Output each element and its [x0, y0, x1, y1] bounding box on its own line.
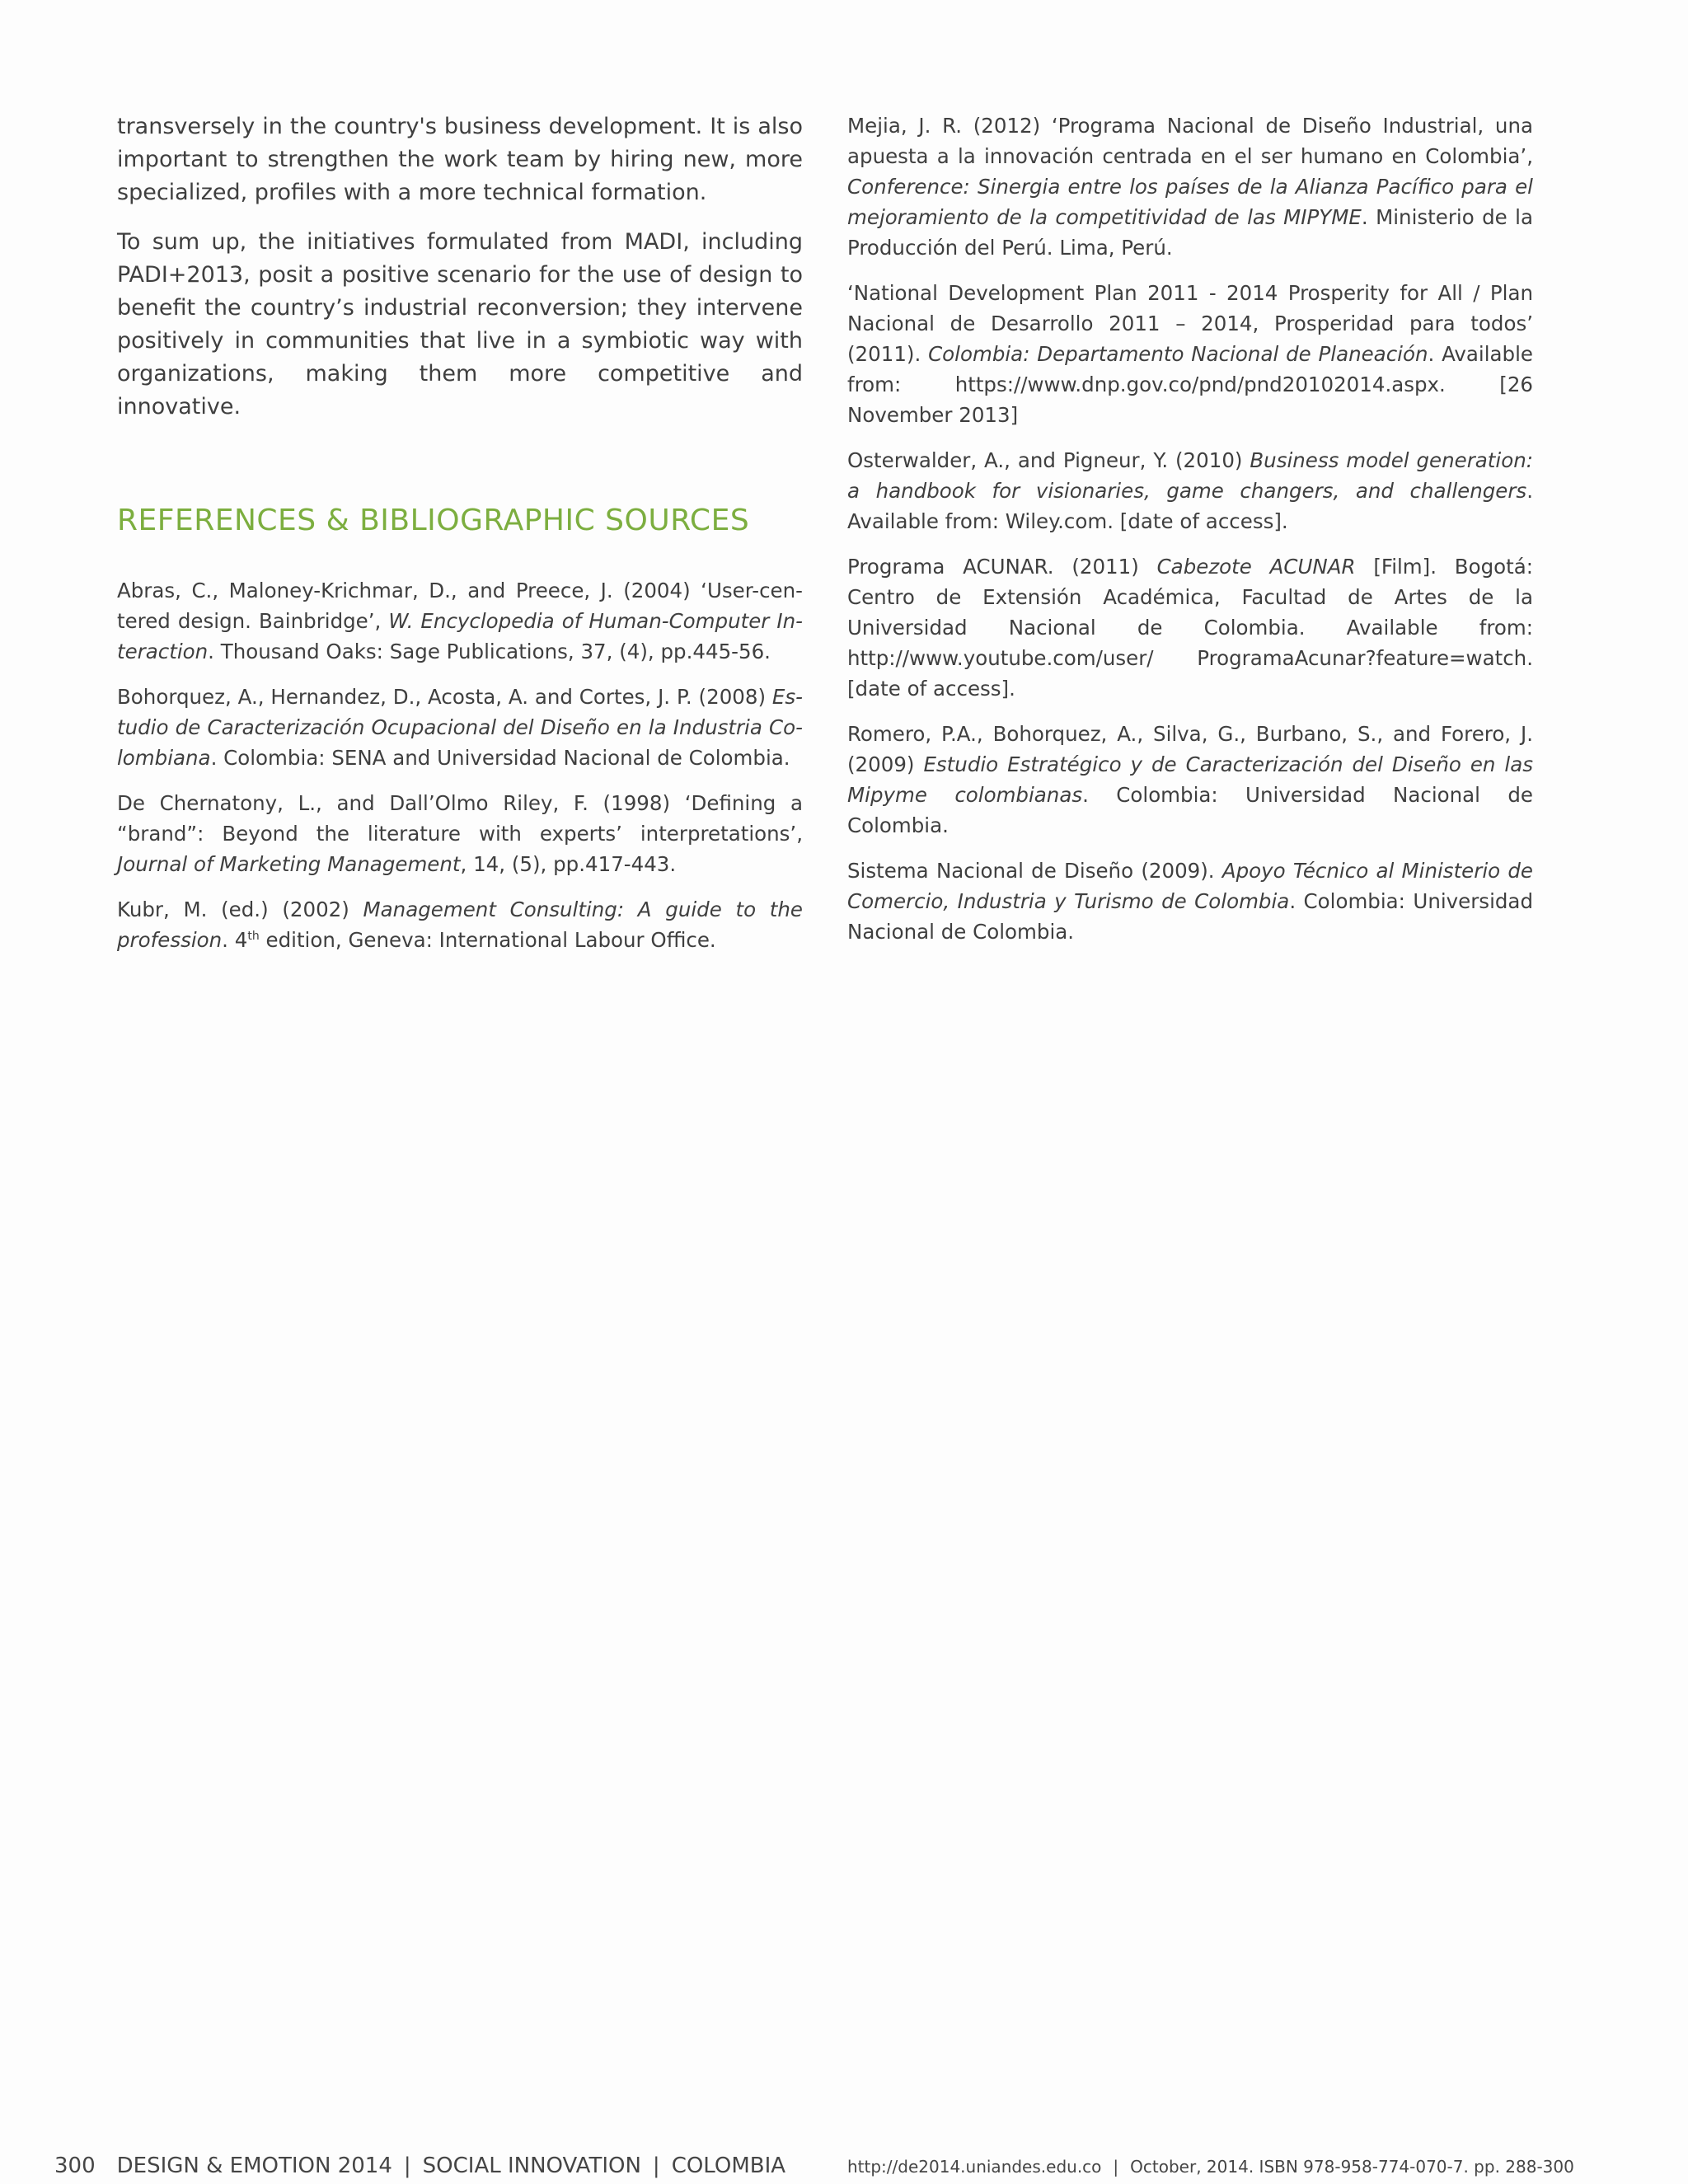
section-heading: REFERENCES & BIBLIOGRAPHIC SOURCES [117, 504, 750, 537]
page-footer [0, 2151, 1688, 2184]
reference-text: . Available from: Wiley.com. [date of access]. [847, 479, 1533, 533]
reference-text: Osterwalder, A., and Pigneur, Y. (2010) [847, 448, 1250, 472]
reference-title: Colombia: Departamento Nacional de Planeación [928, 342, 1428, 366]
reference-text: Mejia, J. R. (2012) ‘Programa Nacional de Diseño Industrial, una apuesta a la innovación centrada en el ser humano en Colombia’, [847, 114, 1533, 168]
reference-title: Conference: Sinergia entre los países de la Alianza Pacífico para el mejoramiento de la competitividad de las MIPYME [847, 175, 1533, 229]
reference-text: . 4 [222, 928, 248, 952]
reference-title: Business model generation: a handbook for visionaries, game changers, and challengers [847, 448, 1533, 503]
ordinal-superscript: th [247, 929, 260, 943]
reference-text: Programa ACUNAR. (2011) [847, 555, 1157, 579]
footer-right [847, 2154, 1574, 2180]
reference-text: Sistema Nacional de Diseño (2009). [847, 859, 1222, 883]
right-column [847, 110, 1533, 962]
reference-entry [117, 788, 803, 879]
reference-title: Cabezote ACUNAR [1156, 555, 1356, 579]
page-number: 300 [54, 2154, 96, 2178]
reference-text: edition, Geneva: International Labour Office. [259, 928, 716, 952]
footer-divider: | [652, 2154, 660, 2178]
reference-title: W. Encyclopedia of Human-Computer Interaction [117, 609, 803, 663]
reference-entry [847, 551, 1533, 704]
reference-entry [117, 894, 803, 955]
reference-text: . Thousand Oaks: Sage Publications, 37, (4), pp.445-56. [208, 640, 771, 663]
footer-divider: | [403, 2154, 411, 2178]
reference-text: Romero, P.A., Bohorquez, A., Silva, G., Burbano, S., and Forero, J. (2009) [847, 722, 1533, 776]
reference-text: . Available from: https://www.dnp.gov.co/pnd/pnd20102014.aspx. [26 November 2013] [847, 342, 1533, 427]
body-paragraph: To sum up, the initiatives formulated from MADI, including PADI+2013, posit a positive scenario for the use of design to benefit the country’s industrial reconversion; they intervene positively in communities that live in a symbiotic way with organizations, making them more competitive and innovative. [117, 229, 803, 419]
reference-entry [117, 682, 803, 773]
reference-title: Estudio Estratégico y de Caracterización del Diseño en las Mipyme colombianas [847, 752, 1533, 807]
reference-title: Apoyo Técnico al Ministerio de Comercio, Industria y Turismo de Colombia [847, 859, 1534, 913]
body-paragraph: transversely in the country's business development. It is also important to strengthen the work team by hiring new, more specialized, profiles with a more technical formation. [117, 114, 803, 205]
footer-country: COLOMBIA [671, 2154, 786, 2178]
footer-theme: SOCIAL INNOVATION [422, 2154, 641, 2178]
reference-text: Bohorquez, A., Hernandez, D., Acosta, A. and Cortes, J. P. (2008) [117, 685, 772, 709]
reference-text: [Film]. Bogotá: Centro de Extensión Académica, Facultad de Artes de la Universidad Nacional de Colombia. Available from: http://www.youtube.com/user/ ProgramaAcunar?feature=watch. [date of access]. [847, 555, 1534, 701]
reference-title: Journal of Marketing Management [117, 852, 461, 876]
reference-entry [117, 575, 803, 667]
footer-divider: | [1113, 2157, 1119, 2177]
reference-entry [847, 719, 1533, 841]
reference-title: Estudio de Caracterización Ocupacional del Diseño en la Industria Colombiana [117, 685, 803, 770]
footer-url[interactable]: http://de2014.uniandes.edu.co [847, 2157, 1102, 2177]
reference-text: . Colombia: SENA and Universidad Nacional de Colombia. [210, 746, 790, 770]
reference-entry [847, 278, 1533, 430]
reference-entry [847, 110, 1533, 263]
reference-entry [847, 445, 1533, 537]
reference-text: . Colombia: Universidad Nacional de Colombia. [847, 783, 1533, 837]
reference-text: . Colombia: Universidad Nacional de Colombia. [847, 889, 1533, 944]
reference-text: , 14, (5), pp.417-443. [460, 852, 677, 876]
footer-left [54, 2151, 785, 2181]
reference-text: . Ministerio de la Producción del Perú. Lima, Perú. [847, 205, 1533, 260]
footer-publication: October, 2014. ISBN 978-958-774-070-7. pp. 288-300 [1130, 2157, 1574, 2177]
reference-text: Kubr, M. (ed.) (2002) [117, 898, 363, 921]
reference-entry [847, 855, 1533, 947]
reference-text: De Chernatony, L., and Dall’Olmo Riley, F. (1998) ‘Defining a “brand”: Beyond the literature with experts’ interpretations’, [117, 791, 803, 846]
left-column [117, 110, 803, 970]
reference-text: Abras, C., Maloney-Krichmar, D., and Preece, J. (2004) ‘User-centered design. Bainbridge’, [117, 579, 803, 633]
reference-title: Management Consulting: A guide to the profession [117, 898, 803, 952]
footer-conference: DESIGN & EMOTION 2014 [116, 2154, 392, 2178]
reference-text: ‘National Development Plan 2011 - 2014 Prosperity for All / Plan Nacional de Desarrollo 2011 – 2014, Prosperidad para todos’ (2011). [847, 281, 1533, 366]
